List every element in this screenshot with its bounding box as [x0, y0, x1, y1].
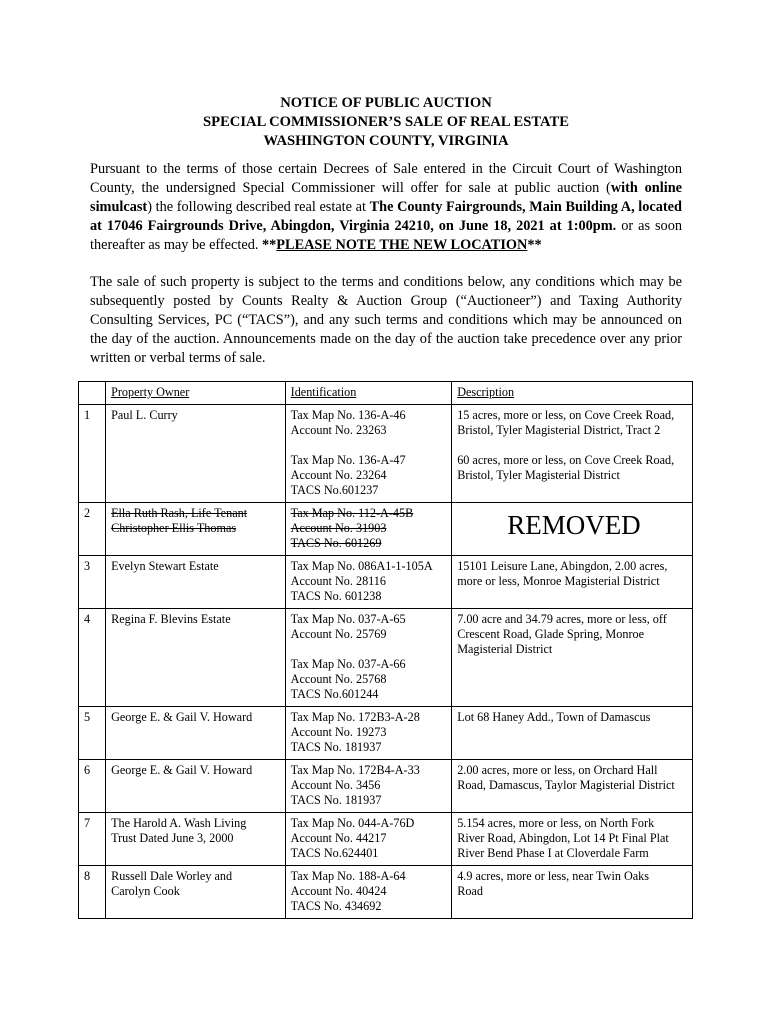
row-number: 8: [79, 866, 106, 919]
tax-map: Tax Map No. 044-A-76D: [290, 816, 415, 830]
row-owner-cell: [106, 556, 286, 609]
row-description-cell: [452, 866, 693, 919]
row-identification-cell: [285, 707, 452, 760]
description-line: River Road, Abingdon, Lot 14 Pt Final Plat: [457, 831, 669, 845]
intro-text-2: ) the following described real estate at: [147, 199, 370, 215]
property-table: [78, 381, 693, 919]
tax-map: Tax Map No. 037-A-66: [290, 657, 406, 671]
table-row: [79, 405, 693, 503]
table-row: [79, 813, 693, 866]
row-owner-cell: [106, 503, 286, 556]
description-line: 7.00 acre and 34.79 acres, more or less, off: [457, 612, 667, 626]
row-owner: Trust Dated June 3, 2000: [111, 831, 234, 845]
description-line: Road, Damascus, Taylor Magisterial District: [457, 778, 675, 792]
row-owner-cell: [106, 813, 286, 866]
removed-label: REMOVED: [507, 510, 641, 540]
tacs-number: TACS No.601244: [290, 687, 379, 701]
row-owner-cell: [106, 707, 286, 760]
description-line: 5.154 acres, more or less, on North Fork: [457, 816, 655, 830]
account-number: Account No. 23263: [290, 423, 387, 437]
table-row: [79, 503, 693, 556]
table-row: [79, 707, 693, 760]
description-line: Crescent Road, Glade Spring, Monroe: [457, 627, 645, 641]
row-description-cell: [452, 760, 693, 813]
description-line: Road: [457, 884, 483, 898]
description-line: Bristol, Tyler Magisterial District, Tract 2: [457, 423, 661, 437]
row-number: 3: [79, 556, 106, 609]
row-number: 6: [79, 760, 106, 813]
tax-map: Tax Map No. 172B3-A-28: [290, 710, 420, 724]
tax-map: Tax Map No. 037-A-65: [290, 612, 406, 626]
row-description-cell: [452, 813, 693, 866]
intro-text-3: or as soon thereafter as may be effected.: [90, 218, 682, 253]
intro-text-1: Pursuant to the terms of those certain Decrees of Sale entered in the Circuit Court of Washington County, the undersigned Special Commissioner will offer for sale at public auction (: [90, 161, 682, 196]
row-number: 7: [79, 813, 106, 866]
description-line: 60 acres, more or less, on Cove Creek Road,: [457, 453, 675, 467]
terms-paragraph: The sale of such property is subject to the terms and conditions below, any conditions which may be subsequently posted by Counts Realty & Auction Group (“Auctioneer”) and Taxing Authority Consulting Services, PC (“TACS”), and any such terms and conditions which may be announced on the day of the auction. Announcements made on the day of the auction take precedence over any prior written or verbal terms of sale.: [90, 274, 682, 366]
account-number-struck: Account No. 31903: [290, 521, 387, 535]
account-number: Account No. 23264: [290, 468, 387, 482]
tacs-number: TACS No.601237: [290, 483, 379, 497]
row-owner: Carolyn Cook: [111, 884, 180, 898]
header-identification: Identification: [290, 385, 357, 399]
tax-map: Tax Map No. 086A1-1-105A: [290, 559, 433, 573]
row-description-cell: [452, 609, 693, 707]
row-number: 5: [79, 707, 106, 760]
heading-line-2: SPECIAL COMMISSIONER’S SALE OF REAL ESTATE: [203, 114, 569, 130]
row-owner: Paul L. Curry: [111, 408, 178, 422]
table-row: [79, 866, 693, 919]
tax-map: Tax Map No. 136-A-47: [290, 453, 406, 467]
row-owner-cell: [106, 760, 286, 813]
notice-heading: [90, 94, 682, 151]
row-owner-struck: Ella Ruth Rash, Life Tenant: [111, 506, 248, 520]
description-line: Bristol, Tyler Magisterial District: [457, 468, 620, 482]
row-identification-cell: [285, 813, 452, 866]
header-owner-cell: [106, 382, 286, 405]
account-number: Account No. 44217: [290, 831, 387, 845]
description-line: Lot 68 Haney Add., Town of Damascus: [457, 710, 651, 724]
header-description-cell: [452, 382, 693, 405]
description-line: 2.00 acres, more or less, on Orchard Hall: [457, 763, 658, 777]
description-line: Magisterial District: [457, 642, 553, 656]
intro-bold-location: The County Fairgrounds, Main Building A, located at 17046 Fairgrounds Drive, Abingdon, Virginia 24210, on June 18, 2021 at 1:00pm.: [90, 199, 682, 234]
row-number: 4: [79, 609, 106, 707]
tacs-number-struck: TACS No. 601269: [290, 536, 382, 550]
row-identification-cell: [285, 556, 452, 609]
description-line: 15 acres, more or less, on Cove Creek Road,: [457, 408, 675, 422]
row-description-cell: [452, 405, 693, 503]
account-number: Account No. 40424: [290, 884, 387, 898]
row-identification-cell: [285, 405, 452, 503]
tacs-number: TACS No. 181937: [290, 740, 382, 754]
row-owner-struck: Christopher Ellis Thomas: [111, 521, 237, 535]
description-line: 15101 Leisure Lane, Abingdon, 2.00 acres,: [457, 559, 668, 573]
intro-paragraph: [90, 160, 682, 255]
header-owner: Property Owner: [111, 385, 190, 399]
tax-map: Tax Map No. 136-A-46: [290, 408, 406, 422]
notice-page: [90, 94, 682, 368]
table-header-row: [79, 382, 693, 405]
intro-bold-simulcast: with online simulcast: [90, 180, 682, 215]
row-owner: Russell Dale Worley and: [111, 869, 233, 883]
tax-map-struck: Tax Map No. 112-A-45B: [290, 506, 414, 520]
row-identification-cell: [285, 866, 452, 919]
row-owner: Evelyn Stewart Estate: [111, 559, 219, 573]
row-description-cell: [452, 707, 693, 760]
tacs-number: TACS No. 434692: [290, 899, 382, 913]
table-row: [79, 760, 693, 813]
row-identification-cell: [285, 503, 452, 556]
description-line: River Bend Phase I at Cloverdale Farm: [457, 846, 649, 860]
row-number: 2: [79, 503, 106, 556]
row-identification-cell: [285, 609, 452, 707]
tax-map: Tax Map No. 172B4-A-33: [290, 763, 420, 777]
table-row: [79, 556, 693, 609]
intro-asterisks-open: **: [262, 237, 277, 253]
heading-line-1: NOTICE OF PUBLIC AUCTION: [280, 95, 492, 111]
header-description: Description: [457, 385, 515, 399]
tacs-number: TACS No. 181937: [290, 793, 382, 807]
row-description-cell: [452, 503, 693, 556]
description-line: more or less, Monroe Magisterial District: [457, 574, 660, 588]
table-row: [79, 609, 693, 707]
row-owner-cell: [106, 609, 286, 707]
intro-asterisks-close: **: [527, 237, 542, 253]
tax-map: Tax Map No. 188-A-64: [290, 869, 406, 883]
description-line: 4.9 acres, more or less, near Twin Oaks: [457, 869, 650, 883]
row-identification-cell: [285, 760, 452, 813]
row-description-cell: [452, 556, 693, 609]
tacs-number: TACS No. 601238: [290, 589, 382, 603]
heading-line-3: WASHINGTON COUNTY, VIRGINIA: [263, 133, 509, 149]
tacs-number: TACS No.624401: [290, 846, 379, 860]
row-owner-cell: [106, 405, 286, 503]
header-identification-cell: [285, 382, 452, 405]
row-owner: Regina F. Blevins Estate: [111, 612, 231, 626]
account-number: Account No. 25769: [290, 627, 387, 641]
row-owner: George E. & Gail V. Howard: [111, 710, 253, 724]
row-number: 1: [79, 405, 106, 503]
row-owner: George E. & Gail V. Howard: [111, 763, 253, 777]
account-number: Account No. 3456: [290, 778, 381, 792]
account-number: Account No. 19273: [290, 725, 387, 739]
account-number: Account No. 25768: [290, 672, 387, 686]
header-number-cell: [79, 382, 106, 405]
row-owner: The Harold A. Wash Living: [111, 816, 247, 830]
new-location-notice: PLEASE NOTE THE NEW LOCATION: [276, 237, 528, 253]
row-owner-cell: [106, 866, 286, 919]
account-number: Account No. 28116: [290, 574, 386, 588]
